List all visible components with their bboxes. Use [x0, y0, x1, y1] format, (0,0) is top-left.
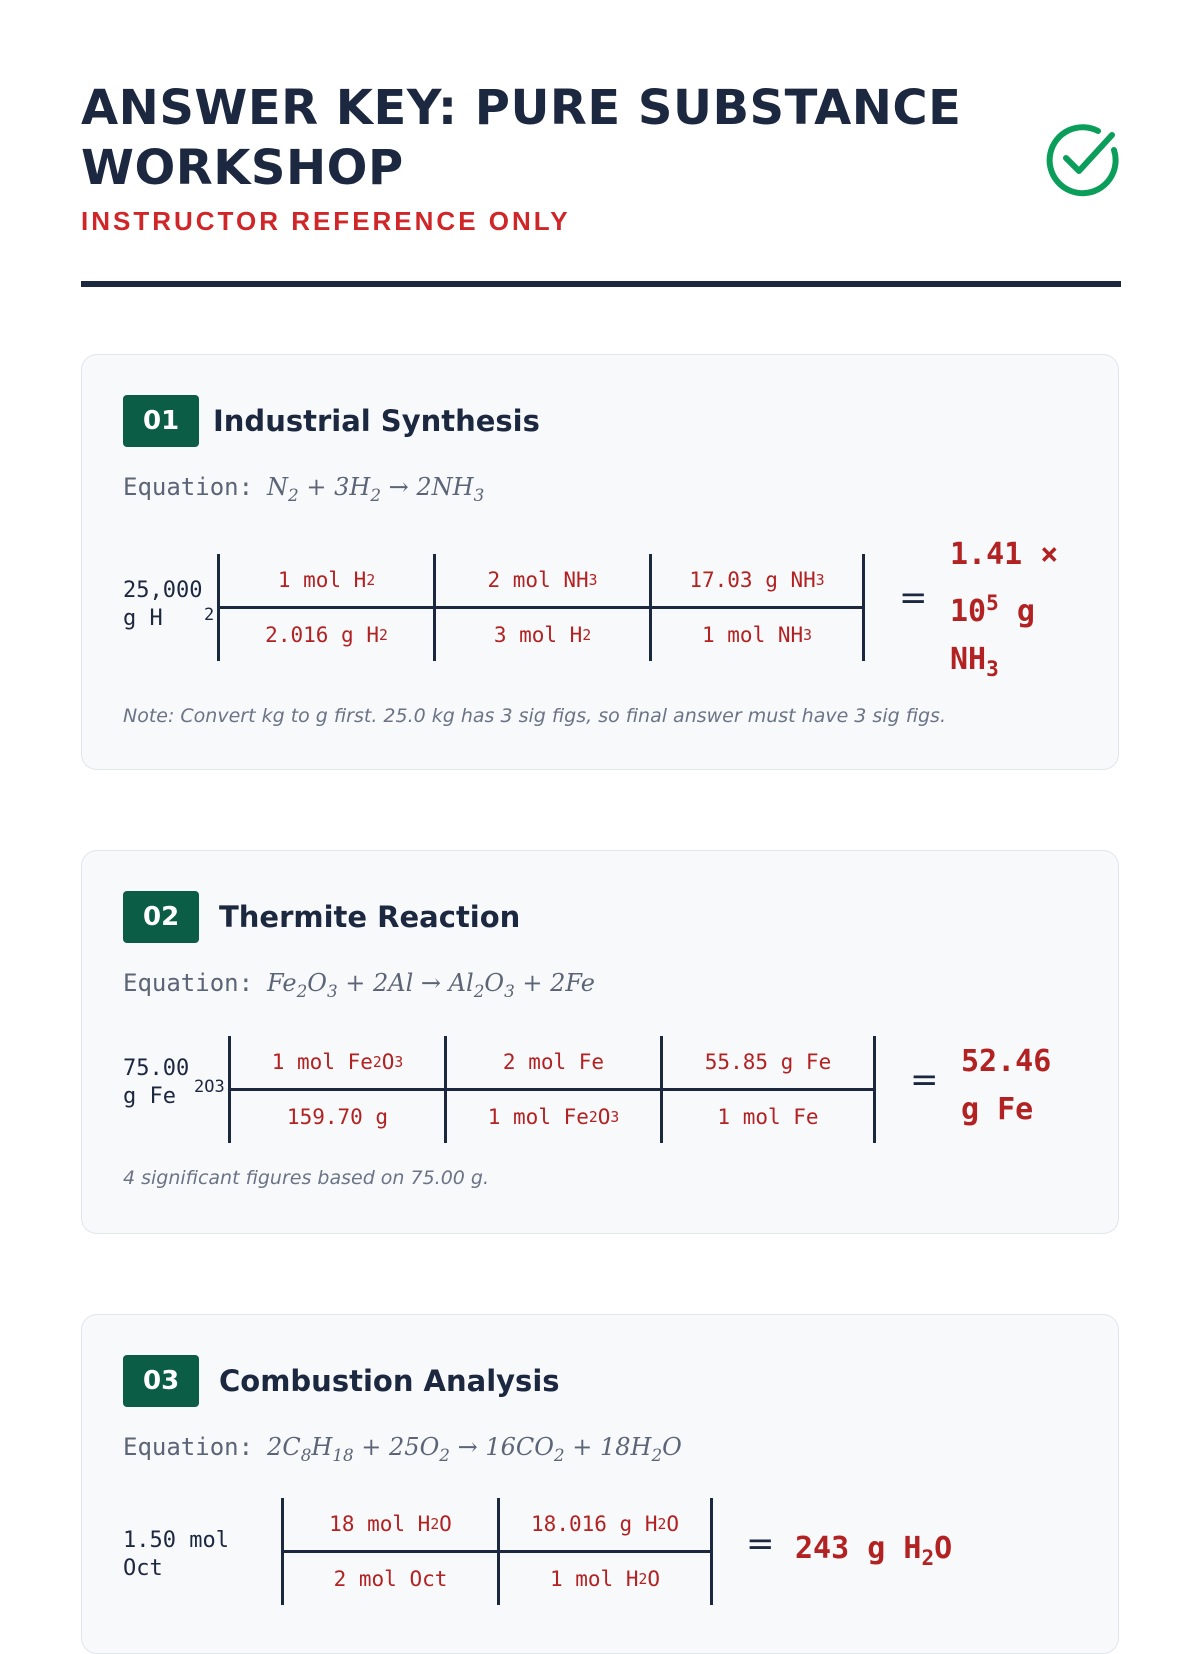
numerator: 1 mol Fe 2 O 3: [231, 1036, 444, 1091]
page-subtitle: INSTRUCTOR REFERENCE ONLY: [81, 206, 571, 236]
given-unit: g Fe: [123, 1084, 176, 1109]
problem-card-02: [81, 850, 1119, 1234]
equation-label: Equation:: [123, 969, 254, 997]
problem-card-01: [81, 354, 1119, 770]
numerator: 2 mol NH 3: [436, 554, 649, 609]
denominator: 3 mol H 2: [493, 623, 592, 647]
given-unit: g H: [123, 606, 163, 631]
equation-formula: $Fe_2O_3 + 2Al \to Al_2O_3 + 2Fe$: [267, 969, 595, 1001]
given-subscript: 2O3: [194, 1077, 225, 1097]
conversion-factor: [497, 1498, 713, 1605]
problem-card-03: [81, 1314, 1119, 1654]
equation-label: Equation:: [123, 1433, 254, 1461]
conversion-factor: [660, 1036, 876, 1143]
denominator: 159.70 g: [286, 1105, 389, 1129]
given-quantity: [123, 1527, 229, 1583]
denominator: 1 mol Fe: [717, 1105, 819, 1129]
problem-note: Note: Convert kg to g first. 25.0 kg has 3 sig figs, so final answer must have 3 sig figs.: [123, 705, 946, 727]
conversion-grid: [217, 554, 865, 661]
numerator: 55.85 g Fe: [663, 1036, 873, 1091]
equals-sign: =: [899, 578, 928, 618]
check-circle-icon: [1042, 120, 1122, 200]
conversion-grid: [281, 1498, 713, 1605]
equation-formula: $2C_8H_{18} + 25O_2 \to 16CO_2 + 18H_2O$: [267, 1433, 682, 1465]
denominator: 2 mol Oct: [333, 1567, 448, 1591]
given-subscript: 2: [204, 605, 215, 625]
conversion-factor: [228, 1036, 444, 1143]
conversion-factor: [444, 1036, 660, 1143]
conversion-grid: [228, 1036, 876, 1143]
final-answer: 52.46 g Fe: [961, 1044, 1052, 1127]
given-value: 1.50 mol: [123, 1528, 229, 1553]
equals-sign: =: [746, 1524, 775, 1564]
given-quantity: [123, 1055, 189, 1111]
equals-sign: =: [910, 1060, 939, 1100]
equation: [123, 473, 484, 505]
numerator: 2 mol Fe: [447, 1036, 660, 1091]
equation: [123, 969, 595, 1001]
problem-number-badge: 01: [123, 395, 199, 447]
numerator: 18 mol H 2 O: [284, 1498, 497, 1553]
given-unit: Oct: [123, 1556, 163, 1581]
problem-title: Combustion Analysis: [219, 1364, 560, 1398]
conversion-factor: [281, 1498, 497, 1605]
final-answer: 243 g $H_2O$: [795, 1531, 953, 1570]
denominator: 1 mol H 2 O: [549, 1567, 660, 1591]
numerator: 17.03 g NH 3: [652, 554, 862, 609]
problem-number-badge: 02: [123, 891, 199, 943]
denominator: 1 mol Fe 2 O 3: [487, 1105, 620, 1129]
header: [81, 78, 1121, 237]
conversion-factor: [649, 554, 865, 661]
numerator: 1 mol H 2: [220, 554, 433, 609]
equation-formula: $N_2 + 3H_2 \to 2NH_3$: [267, 473, 485, 505]
page-title: ANSWER KEY: PURE SUBSTANCE WORKSHOP: [81, 80, 962, 196]
problem-title: Industrial Synthesis: [213, 404, 540, 438]
numerator: 18.016 g H 2 O: [500, 1498, 710, 1553]
problem-number-badge: 03: [123, 1355, 199, 1407]
final-answer: 1.41 × $10^5$ g $NH_3$: [950, 537, 1059, 681]
denominator: 1 mol NH 3: [702, 623, 812, 647]
given-quantity: [123, 577, 202, 633]
header-divider: [81, 281, 1121, 287]
denominator: 2.016 g H 2: [265, 623, 388, 647]
given-value: 25,000: [123, 578, 203, 603]
problem-note: 4 significant figures based on 75.00 g.: [123, 1167, 490, 1189]
equation: [123, 1433, 682, 1465]
conversion-factor: [433, 554, 649, 661]
given-value: 75.00: [123, 1056, 190, 1081]
conversion-factor: [217, 554, 433, 661]
problem-title: Thermite Reaction: [219, 900, 521, 934]
equation-label: Equation:: [123, 473, 254, 501]
